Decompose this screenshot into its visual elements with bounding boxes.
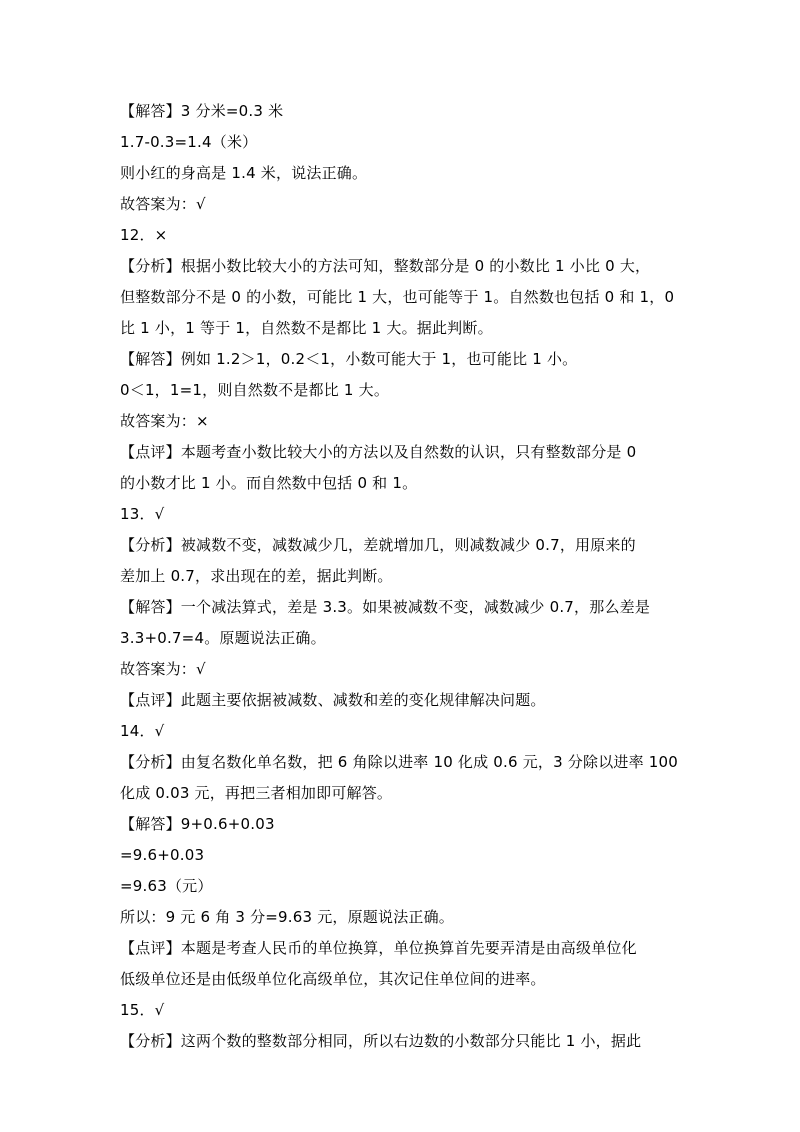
text-line: 1.7-0.3=1.4（米） (120, 133, 258, 151)
text-line: 3.3+0.7=4。原题说法正确。 (120, 629, 326, 647)
text-line: 【解答】3 分米=0.3 米 (120, 102, 284, 120)
question-number: 13．√ (120, 505, 165, 523)
text-line: 【分析】这两个数的整数部分相同，所以右边数的小数部分只能比 1 小，据此 (120, 1032, 642, 1050)
question-number: 15．√ (120, 1001, 165, 1019)
text-line: 故答案为：√ (120, 195, 206, 213)
text-line: 【点评】本题考查小数比较大小的方法以及自然数的认识，只有整数部分是 0 (120, 443, 637, 461)
text-line: 故答案为：√ (120, 660, 206, 678)
text-line: 【解答】例如 1.2＞1，0.2＜1，小数可能大于 1，也可能比 1 小。 (120, 350, 578, 368)
question-number: 14．√ (120, 722, 165, 740)
text-line: 【解答】9+0.6+0.03 (120, 815, 275, 833)
answer-text-block (120, 96, 695, 1057)
text-line: 则小红的身高是 1.4 米，说法正确。 (120, 164, 368, 182)
question-number: 12．× (120, 226, 168, 244)
text-line: 化成 0.03 元，再把三者相加即可解答。 (120, 784, 393, 802)
text-line: 但整数部分不是 0 的小数，可能比 1 大，也可能等于 1。自然数也包括 0 和 1，0 (120, 288, 675, 306)
text-line: 0＜1，1=1，则自然数不是都比 1 大。 (120, 381, 390, 399)
text-line: =9.63（元） (120, 877, 213, 895)
text-line: 差加上 0.7，求出现在的差，据此判断。 (120, 567, 393, 585)
text-line: 故答案为：× (120, 412, 209, 430)
text-line: 的小数才比 1 小。而自然数中包括 0 和 1。 (120, 474, 418, 492)
text-line: 【分析】被减数不变，减数减少几，差就增加几，则减数减少 0.7，用原来的 (120, 536, 636, 554)
text-line: 【点评】本题是考查人民币的单位换算，单位换算首先要弄清是由高级单位化 (120, 939, 637, 957)
text-line: 【分析】根据小数比较大小的方法可知，整数部分是 0 的小数比 1 小比 0 大， (120, 257, 651, 275)
text-line: 比 1 小，1 等于 1，自然数不是都比 1 大。据此判断。 (120, 319, 493, 337)
text-line: =9.6+0.03 (120, 846, 205, 864)
text-line: 【解答】一个减法算式，差是 3.3。如果被减数不变，减数减少 0.7，那么差是 (120, 598, 651, 616)
text-line: 低级单位还是由低级单位化高级单位，其次记住单位间的进率。 (120, 970, 546, 988)
text-line: 【点评】此题主要依据被减数、减数和差的变化规律解决问题。 (120, 691, 546, 709)
text-line: 【分析】由复名数化单名数，把 6 角除以进率 10 化成 0.6 元，3 分除以进率 100 (120, 753, 679, 771)
text-line: 所以：9 元 6 角 3 分=9.63 元，原题说法正确。 (120, 908, 455, 926)
